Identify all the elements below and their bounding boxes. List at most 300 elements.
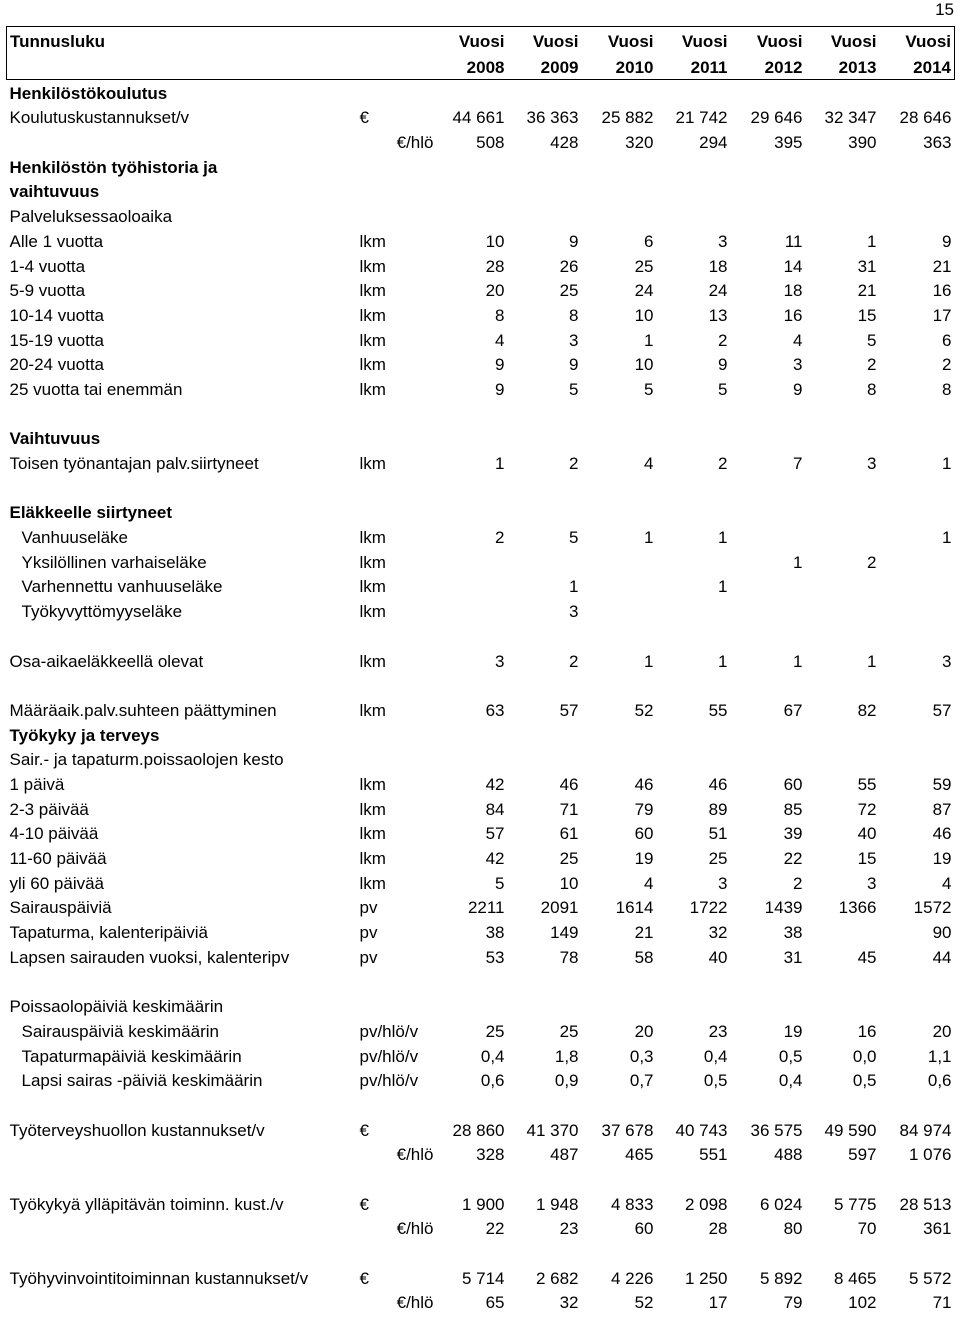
value-cell: 1 948 [535,1194,579,1214]
value-cell: 14 [783,256,803,276]
section-row [7,1166,955,1191]
value-cell [657,475,731,500]
value-cell [437,722,508,747]
table-row [7,648,955,673]
row-unit [357,426,437,451]
value-cell [657,722,731,747]
section-row [7,673,955,698]
row-unit [357,1166,437,1191]
value-cell [880,1092,955,1117]
value-cell [582,722,657,747]
table-row [7,796,955,821]
value-cell: 22 [783,849,803,868]
value-cell: 80 [783,1219,803,1239]
value-cell: 7 [793,454,803,473]
value-cell [437,154,508,179]
row-unit: € [359,1120,369,1140]
value-cell: 9 [942,231,952,251]
row-unit: pv [359,898,378,918]
value-cell: 361 [923,1219,952,1239]
value-cell: 40 [708,947,728,967]
value-cell: 29 646 [750,108,803,128]
row-unit: lkm [359,256,386,276]
value-cell: 2091 [540,898,579,918]
row-unit: lkm [359,528,386,548]
row-label [7,475,357,500]
value-cell: 0,5 [852,1071,877,1091]
value-cell: 57 [485,824,505,844]
header-year: 2014 [880,53,955,80]
value-cell: 1 [793,651,803,671]
value-cell: 25 [559,1021,579,1041]
value-cell: 20 [634,1021,654,1041]
value-cell [582,179,657,204]
row-label [7,401,357,426]
value-cell: 2 682 [535,1268,579,1288]
value-cell [508,401,582,426]
value-cell: 60 [634,1219,654,1239]
value-cell [508,1166,582,1191]
header-row [7,27,955,54]
row-label: Työterveyshuollon kustannukset/v [9,1120,265,1140]
row-unit: lkm [359,355,386,375]
value-cell [437,401,508,426]
value-cell: 3 [569,602,579,622]
row-label: Työhyvinvointitoiminnan kustannukset/v [9,1268,309,1288]
value-cell [508,500,582,525]
row-label [7,1216,357,1241]
value-cell: 1 076 [908,1145,952,1165]
value-cell [806,203,880,228]
value-cell: 38 [783,923,803,943]
value-cell: 17 [708,1293,728,1313]
value-cell [437,747,508,772]
value-cell [731,574,806,599]
row-label: Koulutuskustannukset/v [9,108,190,128]
section-row [7,475,955,500]
value-cell: 36 575 [750,1120,803,1140]
value-cell: 25 [559,849,579,868]
row-unit [357,179,437,204]
value-cell: 0,5 [778,1046,803,1066]
value-cell: 25 [485,1021,505,1041]
section-row [7,969,955,994]
value-cell: 4 [793,330,803,350]
value-cell: 1 [569,577,579,597]
row-label: Sairauspäiviä [9,898,112,918]
row-label: 4-10 päivää [9,824,99,844]
value-cell [731,623,806,648]
row-label: Vanhuuseläke [21,528,128,548]
value-cell [508,80,582,105]
section-row [7,993,955,1018]
table-row [7,1142,955,1167]
value-cell: 6 024 [759,1194,803,1214]
row-label: Määräaik.palv.suhteen päättyminen [9,700,277,720]
section-row [7,80,955,105]
value-cell [731,80,806,105]
value-cell: 71 [559,799,579,819]
value-cell [731,722,806,747]
value-cell: 1,8 [554,1046,579,1066]
row-unit [357,623,437,648]
value-cell: 38 [485,923,505,943]
value-cell [437,969,508,994]
value-cell: 1 [793,552,803,572]
row-label [7,1142,357,1167]
section-row [7,179,955,204]
row-label: Osa-aikaeläkkeellä olevat [9,651,204,671]
section-row [7,203,955,228]
value-cell [806,1166,880,1191]
row-label [7,1166,357,1191]
value-cell: 390 [848,133,877,153]
table-row [7,450,955,475]
header-blank [357,53,437,80]
row-unit: lkm [359,552,386,572]
value-cell: 328 [476,1145,505,1165]
table-row [7,771,955,796]
value-cell: 2 [867,355,877,375]
value-cell [880,401,955,426]
value-cell [657,549,731,574]
value-cell [880,500,955,525]
value-cell: 0,3 [629,1046,654,1066]
value-cell: 23 [708,1021,728,1041]
table-row [7,1265,955,1290]
value-cell [731,598,806,623]
value-cell: 18 [708,256,728,276]
row-label: 2-3 päivää [9,799,89,819]
row-unit: lkm [359,799,386,819]
value-cell: 28 [708,1219,728,1239]
row-unit [357,969,437,994]
row-unit: pv/hlö/v [359,1021,419,1041]
value-cell: 8 465 [833,1268,877,1288]
row-unit [357,154,437,179]
value-cell [437,1092,508,1117]
table-body [7,27,955,1315]
value-cell: 49 590 [824,1120,877,1140]
value-cell: 4 [644,454,654,473]
value-cell [731,154,806,179]
value-cell: 3 [942,651,952,671]
row-unit: lkm [359,330,386,350]
value-cell: 8 [569,305,579,325]
value-cell: 1,1 [927,1046,952,1066]
table-row [7,944,955,969]
value-cell: 10 [485,231,505,251]
row-label: Sair.- ja tapaturm.poissaolojen kesto [9,750,284,770]
value-cell [731,747,806,772]
value-cell: 31 [857,256,877,276]
row-label: 20-24 vuotta [9,355,105,375]
value-cell: 551 [699,1145,728,1165]
value-cell: 3 [569,330,579,350]
row-label: Tapaturma, kalenteripäiviä [9,923,208,943]
row-unit [357,722,437,747]
row-unit [357,1092,437,1117]
value-cell [657,401,731,426]
table-row [7,598,955,623]
value-cell [806,401,880,426]
value-cell: 45 [857,947,877,967]
header-year: 2013 [806,53,880,80]
value-cell [508,623,582,648]
value-cell [657,747,731,772]
section-row [7,426,955,451]
row-label [7,673,357,698]
table-row [7,253,955,278]
value-cell: 0,6 [480,1071,505,1091]
table-row [7,1043,955,1068]
value-cell [806,919,880,944]
value-cell [880,1166,955,1191]
value-cell: 17 [932,305,952,325]
section-heading: vaihtuvuus [9,182,100,202]
row-label: Yksilöllinen varhaiseläke [21,552,207,572]
value-cell [437,549,508,574]
value-cell [437,500,508,525]
table-row [7,1290,955,1315]
value-cell: 1 [718,528,728,548]
value-cell: 2 [718,454,728,473]
value-cell: 1 [718,651,728,671]
value-cell: 9 [793,379,803,399]
row-label: Sairauspäiviä keskimäärin [21,1021,219,1041]
value-cell: 28 [485,256,505,276]
value-cell: 15 [857,849,877,868]
value-cell: 90 [932,923,952,943]
value-cell: 84 [485,799,505,819]
value-cell: 0,6 [927,1071,952,1091]
value-cell: 2 [569,651,579,671]
value-cell [806,574,880,599]
row-unit: pv [359,923,378,943]
value-cell: 13 [708,305,728,325]
row-label: Toisen työnantajan palv.siirtyneet [9,454,259,473]
value-cell: 1 250 [684,1268,728,1288]
row-unit: lkm [359,577,386,597]
value-cell [582,154,657,179]
value-cell [508,475,582,500]
value-cell [731,1092,806,1117]
value-cell [657,80,731,105]
value-cell: 57 [932,700,952,720]
value-cell: 44 [932,947,952,967]
section-row [7,500,955,525]
value-cell: 5 [569,528,579,548]
value-cell: 5 [495,873,505,893]
value-cell: 3 [718,231,728,251]
value-cell: 85 [783,799,803,819]
row-label [7,129,357,154]
value-cell [806,747,880,772]
value-cell [731,401,806,426]
value-cell: 79 [783,1293,803,1313]
value-cell: 25 [708,849,728,868]
value-cell [508,673,582,698]
value-cell [657,969,731,994]
value-cell: 3 [718,873,728,893]
row-unit [357,80,437,105]
value-cell: 488 [774,1145,803,1165]
value-cell: 28 513 [899,1194,952,1214]
row-label: 10-14 vuotta [9,305,105,325]
value-cell [657,673,731,698]
value-cell: 51 [708,824,728,844]
row-unit: lkm [359,849,386,868]
row-label: Lapsen sairauden vuoksi, kalenteripv [9,947,290,967]
row-unit: €/hlö [396,1219,434,1239]
value-cell: 59 [932,774,952,794]
value-cell [806,500,880,525]
value-cell [806,722,880,747]
table-row [7,105,955,130]
value-cell: 0,4 [480,1046,505,1066]
value-cell: 1 900 [461,1194,505,1214]
value-cell: 20 [485,281,505,301]
section-row [7,722,955,747]
value-cell [731,203,806,228]
value-cell [582,549,657,574]
value-cell: 6 [942,330,952,350]
value-cell: 3 [793,355,803,375]
value-cell: 0,4 [778,1071,803,1091]
value-cell: 10 [634,305,654,325]
table-row [7,228,955,253]
value-cell: 5 [867,330,877,350]
value-cell: 71 [932,1293,952,1313]
value-cell [806,179,880,204]
row-label: Palveluksessaoloaika [9,207,173,227]
header-years-row [7,53,955,80]
header-unit-cell [357,27,437,54]
value-cell: 5 714 [461,1268,505,1288]
row-unit: lkm [359,454,386,473]
value-cell: 11 [784,231,803,251]
value-cell [880,722,955,747]
row-unit [357,747,437,772]
value-cell [582,500,657,525]
value-cell: 5 892 [759,1268,803,1288]
value-cell: 19 [932,849,952,868]
table-row [7,352,955,377]
value-cell: 10 [559,873,579,893]
row-label [7,969,357,994]
value-cell [731,426,806,451]
header-year-word: Vuosi [437,27,508,54]
value-cell [582,426,657,451]
value-cell: 25 [634,256,654,276]
row-unit: pv/hlö/v [359,1071,419,1091]
value-cell [806,598,880,623]
row-unit: lkm [359,602,386,622]
value-cell: 3 [867,454,877,473]
row-unit [357,475,437,500]
value-cell: 21 742 [675,108,728,128]
value-cell: 28 646 [899,108,952,128]
row-unit [357,673,437,698]
value-cell: 24 [708,281,728,301]
value-cell: 1 [644,330,654,350]
value-cell [806,154,880,179]
value-cell: 46 [559,774,579,794]
value-cell [657,179,731,204]
value-cell: 0,7 [629,1071,654,1091]
section-heading: Henkilöstön työhistoria ja [9,157,218,177]
value-cell [880,549,955,574]
value-cell: 21 [932,256,952,276]
value-cell: 84 974 [899,1120,952,1140]
value-cell [508,179,582,204]
header-year-word: Vuosi [806,27,880,54]
value-cell: 28 860 [452,1120,505,1140]
value-cell: 1366 [838,898,877,918]
value-cell [806,475,880,500]
row-unit [357,500,437,525]
value-cell: 21 [634,923,654,943]
value-cell [806,1092,880,1117]
value-cell: 1614 [615,898,654,918]
row-label [7,1290,357,1315]
value-cell [731,993,806,1018]
value-cell: 508 [476,133,505,153]
value-cell [508,747,582,772]
table-row [7,524,955,549]
table-row [7,1191,955,1216]
value-cell: 6 [644,231,654,251]
table-row [7,549,955,574]
value-cell [437,1166,508,1191]
row-label: 25 vuotta tai enemmän [9,379,183,399]
value-cell: 428 [550,133,579,153]
value-cell: 5 [718,379,728,399]
value-cell: 8 [867,379,877,399]
value-cell: 22 [485,1219,505,1239]
value-cell [582,401,657,426]
table-row [7,1018,955,1043]
value-cell: 53 [485,947,505,967]
row-label [7,1240,357,1265]
row-unit [357,993,437,1018]
value-cell [508,203,582,228]
header-year-word: Vuosi [582,27,657,54]
value-cell: 78 [559,947,579,967]
value-cell: 0,0 [852,1046,877,1066]
value-cell: 65 [485,1293,505,1313]
value-cell: 21 [857,281,877,301]
value-cell: 40 [857,824,877,844]
table-row [7,278,955,303]
value-cell: 42 [485,774,505,794]
page-number: 15 [935,0,954,19]
value-cell: 46 [634,774,654,794]
value-cell [880,623,955,648]
value-cell [657,993,731,1018]
value-cell [582,1092,657,1117]
value-cell [582,1240,657,1265]
value-cell [731,673,806,698]
value-cell: 36 363 [526,108,579,128]
value-cell [508,426,582,451]
row-label: 5-9 vuotta [9,281,86,301]
table-row [7,919,955,944]
value-cell: 26 [559,256,579,276]
row-unit: lkm [359,231,386,251]
value-cell: 52 [634,700,654,720]
value-cell: 46 [708,774,728,794]
